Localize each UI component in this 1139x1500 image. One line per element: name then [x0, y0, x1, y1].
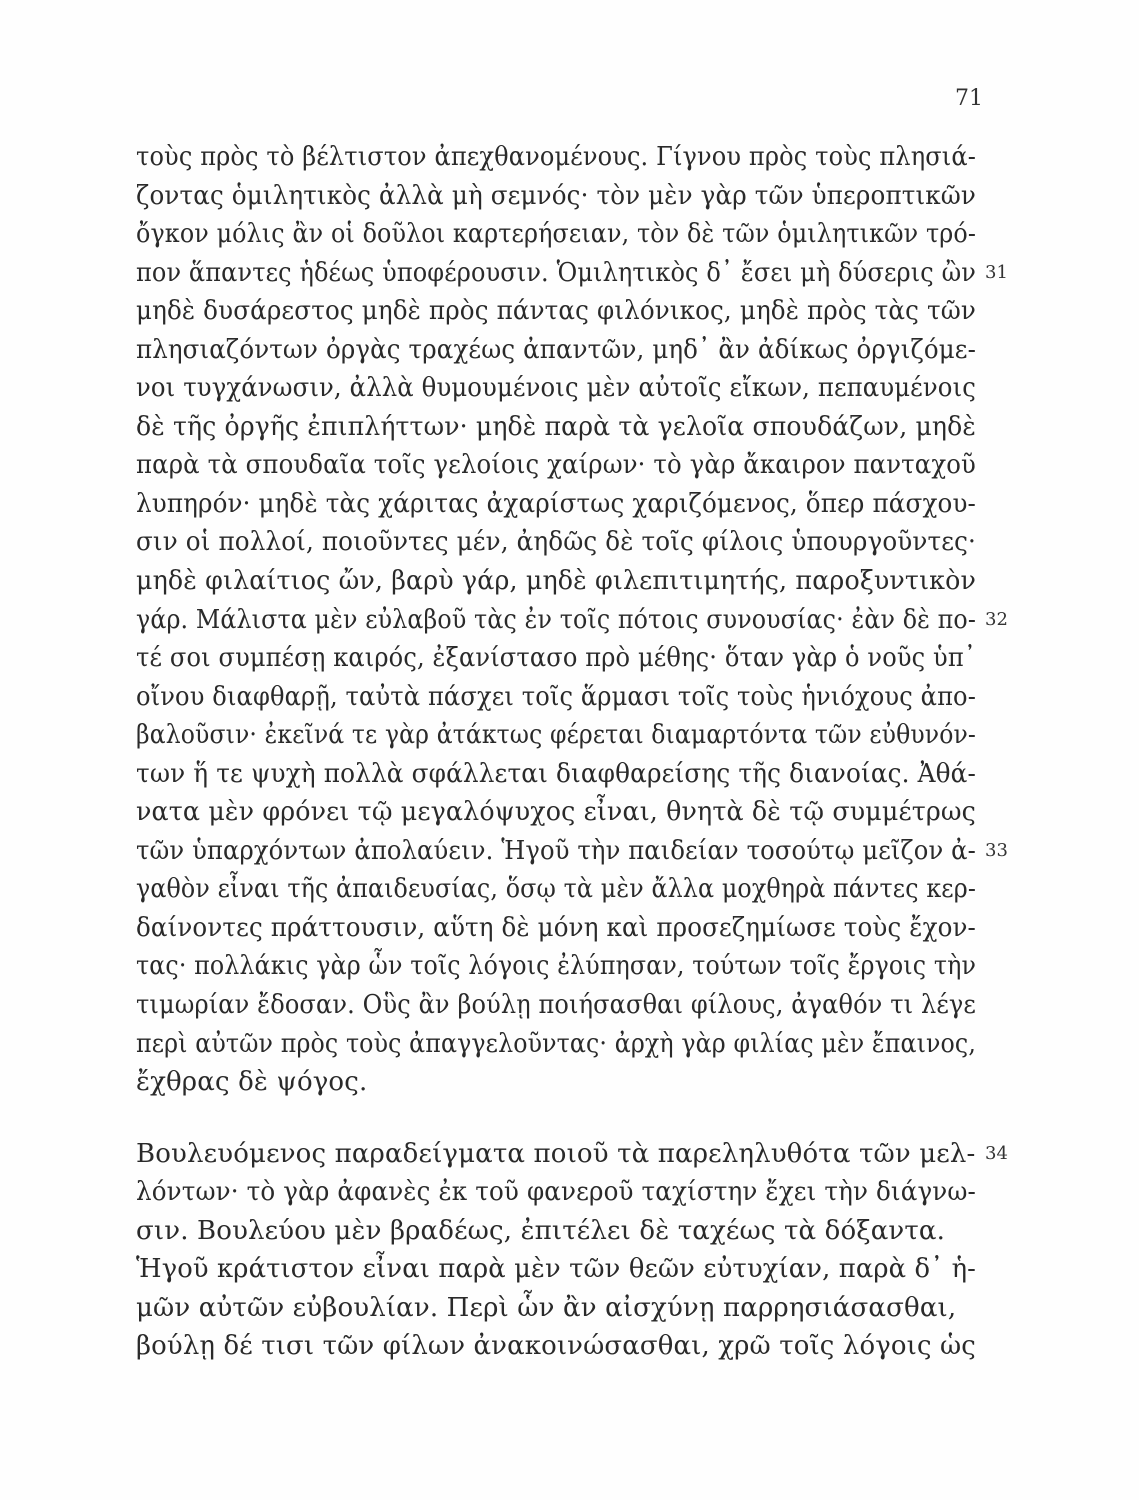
text-line	[136, 369, 984, 408]
page-number: 71	[955, 86, 983, 111]
line-text: πον ἅπαντες ἡδέως ὑποφέρουσιν. Ὁμιλητικὸς δ᾿ ἔσει μὴ δύσερις ὢν	[136, 257, 976, 288]
text-line	[136, 1327, 984, 1366]
line-text: τέ σοι συμπέσῃ καιρός, ἐξανίστασο πρὸ μέθης· ὅταν γὰρ ὁ νοῦς ὑπ᾿	[136, 643, 976, 674]
text-line	[136, 870, 984, 909]
main-text	[136, 138, 1008, 1366]
marginal-section-number: 33	[985, 839, 1008, 861]
text-line	[136, 986, 984, 1025]
marginal-section-number: 34	[985, 1142, 1008, 1164]
line-text: Ἡγοῦ κράτιστον εἶναι παρὰ μὲν τῶν θεῶν εὐτυχίαν, παρὰ δ᾿ ἡ-	[136, 1254, 976, 1285]
line-text: νατα μὲν φρόνει τῷ μεγαλόψυχος εἶναι, θνητὰ δὲ τῷ συμμέτρως	[136, 797, 976, 828]
text-line	[136, 832, 1008, 871]
text-line	[136, 1212, 984, 1251]
text-line	[136, 909, 984, 948]
line-text: περὶ αὐτῶν πρὸς τοὺς ἀπαγγελοῦντας· ἀρχὴ γὰρ φιλίας μὲν ἔπαινος,	[136, 1028, 976, 1059]
text-line	[136, 716, 984, 755]
line-text: τοὺς πρὸς τὸ βέλτιστον ἀπεχθανομένους. Γίγνου πρὸς τοὺς πλησιά-	[136, 142, 976, 172]
line-text: τιμωρίαν ἔδοσαν. Οὓς ἂν βούλῃ ποιήσασθαι φίλους, ἀγαθόν τι λέγε	[136, 990, 976, 1021]
text-line	[136, 1135, 1008, 1174]
marginal-section-number: 32	[985, 608, 1008, 630]
line-text: βούλῃ δέ τισι τῶν φίλων ἀνακοινώσασθαι, χρῶ τοῖς λόγοις ὡς	[136, 1331, 976, 1362]
text-line	[136, 678, 984, 717]
text-line	[136, 408, 984, 447]
text-line	[136, 1025, 984, 1064]
text-line	[136, 254, 1008, 293]
line-text: ζοντας ὁμιλητικὸς ἀλλὰ μὴ σεμνός· τὸν μὲν γὰρ τῶν ὑπεροπτικῶν	[136, 180, 976, 211]
line-text: μηδὲ φιλαίτιος ὤν, βαρὺ γάρ, μηδὲ φιλεπιτιμητής, παροξυντικὸν	[136, 566, 976, 597]
line-text: τας· πολλάκις γὰρ ὧν τοῖς λόγοις ἐλύπησαν, τούτων τοῖς ἔργοις τὴν	[136, 951, 976, 982]
text-line	[136, 562, 984, 601]
line-text: των ἥ τε ψυχὴ πολλὰ σφάλλεται διαφθαρείσης τῆς διανοίας. Ἀθά-	[136, 758, 976, 789]
line-text: οἴνου διαφθαρῇ, ταὐτὰ πάσχει τοῖς ἅρμασι τοῖς τοὺς ἡνιόχους ἀπο-	[136, 681, 976, 712]
text-line	[136, 215, 984, 254]
text-line	[136, 601, 1008, 640]
line-text: ἔχθρας δὲ ψόγος.	[136, 1067, 368, 1098]
text-line	[136, 331, 984, 370]
text-line	[136, 639, 984, 678]
line-text: μηδὲ δυσάρεστος μηδὲ πρὸς πάντας φιλόνικος, μηδὲ πρὸς τὰς τῶν	[136, 296, 976, 327]
text-line	[136, 1250, 984, 1289]
text-line	[136, 755, 984, 794]
line-text: ὄγκον μόλις ἂν οἱ δοῦλοι καρτερήσειαν, τὸν δὲ τῶν ὁμιλητικῶν τρό-	[136, 219, 976, 250]
text-line	[136, 292, 984, 331]
text-line	[136, 446, 984, 485]
line-text: δὲ τῆς ὀργῆς ἐπιπλήττων· μηδὲ παρὰ τὰ γελοῖα σπουδάζων, μηδὲ	[136, 411, 976, 442]
text-line	[136, 1289, 984, 1328]
text-line	[136, 1063, 984, 1102]
line-text: πλησιαζόντων ὀργὰς τραχέως ἀπαντῶν, μηδ᾿ ἂν ἀδίκως ὀργιζόμε-	[136, 334, 976, 365]
line-text: βαλοῦσιν· ἐκεῖνά τε γὰρ ἀτάκτως φέρεται διαμαρτόντα τῶν εὐθυνόν-	[136, 720, 976, 751]
line-text: γαθὸν εἶναι τῆς ἀπαιδευσίας, ὅσῳ τὰ μὲν ἄλλα μοχθηρὰ πάντες κερ-	[136, 874, 976, 905]
text-line	[136, 138, 984, 177]
text-line	[136, 1173, 984, 1212]
line-text: λυπηρόν· μηδὲ τὰς χάριτας ἀχαρίστως χαριζόμενος, ὅπερ πάσχου-	[136, 488, 976, 519]
line-text: νοι τυγχάνωσιν, ἀλλὰ θυμουμένοις μὲν αὐτοῖς εἴκων, πεπαυμένοις	[136, 373, 976, 404]
paragraph-gap	[136, 1102, 984, 1135]
line-text: παρὰ τὰ σπουδαῖα τοῖς γελοίοις χαίρων· τὸ γὰρ ἄκαιρον πανταχοῦ	[136, 450, 976, 481]
text-line	[136, 485, 984, 524]
line-text: γάρ. Μάλιστα μὲν εὐλαβοῦ τὰς ἐν τοῖς πότοις συνουσίας· ἐὰν δὲ πο-	[136, 604, 976, 635]
line-text: τῶν ὑπαρχόντων ἀπολαύειν. Ἡγοῦ τὴν παιδείαν τοσούτῳ μεῖζον ἀ-	[136, 835, 976, 866]
text-line	[136, 523, 984, 562]
text-line	[136, 177, 984, 216]
line-text: λόντων· τὸ γὰρ ἀφανὲς ἐκ τοῦ φανεροῦ ταχίστην ἔχει τὴν διάγνω-	[136, 1177, 976, 1208]
text-line	[136, 793, 984, 832]
line-text: δαίνοντες πράττουσιν, αὕτη δὲ μόνη καὶ προσεζημίωσε τοὺς ἔχον-	[136, 912, 976, 943]
marginal-section-number: 31	[985, 261, 1008, 283]
line-text: μῶν αὐτῶν εὐβουλίαν. Περὶ ὧν ἂν αἰσχύνῃ παρρησιάσασθαι,	[136, 1292, 957, 1323]
text-line	[136, 947, 984, 986]
line-text: σιν. Βουλεύου μὲν βραδέως, ἐπιτέλει δὲ ταχέως τὰ δόξαντα.	[136, 1215, 946, 1246]
line-text: Βουλευόμενος παραδείγματα ποιοῦ τὰ παρεληλυθότα τῶν μελ-	[136, 1138, 976, 1169]
line-text: σιν οἱ πολλοί, ποιοῦντες μέν, ἀηδῶς δὲ τοῖς φίλοις ὑπουργοῦντες·	[136, 527, 976, 558]
